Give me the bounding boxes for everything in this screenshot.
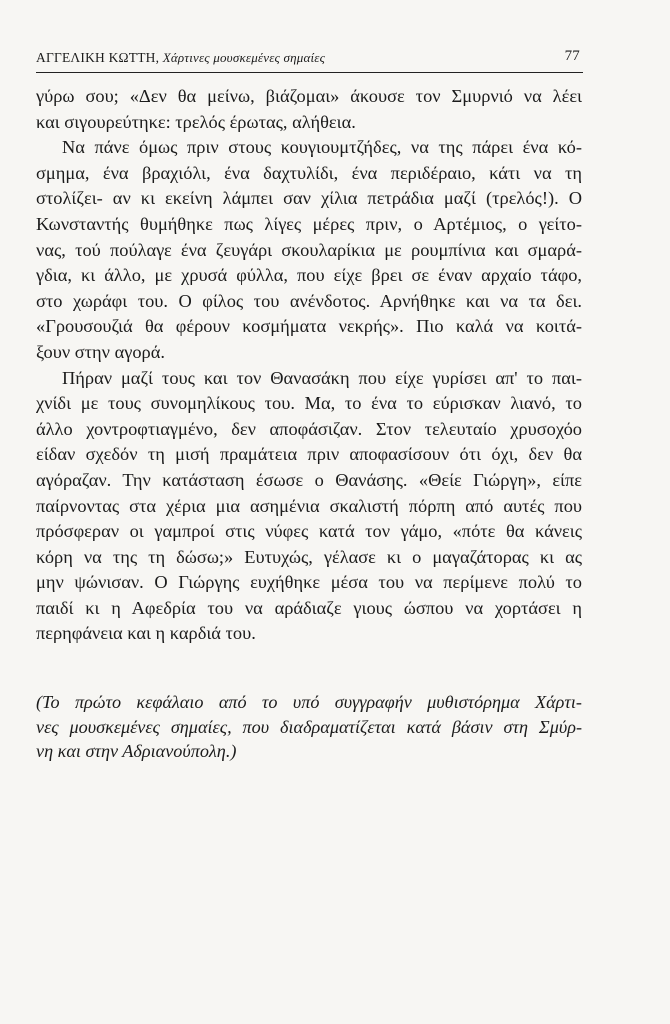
paragraph: [36, 135, 582, 365]
text-line: παιδί κι η Αφεδρία του να αράδιαζε γιους ώσπου να χορτάσει η: [36, 597, 582, 618]
text-line: στο χωράφι του. Ο φίλος του ανένδοτος. Αρνήθηκε και να τα δει.: [36, 290, 582, 311]
paragraph: [36, 366, 582, 648]
text-line: μην ψώνισαν. Ο Γιώργης ευχήθηκε μέσα του να περίμενε πολύ το: [36, 572, 582, 593]
note-line: (Το πρώτο κεφάλαιο από το υπό συγγραφήν μυθιστόρημα Χάρτι-: [36, 692, 582, 712]
note-line: νες μουσκεμένες σημαίες, που διαδραματίζεται κατά βάσιν στη Σμύρ-: [36, 716, 582, 737]
paragraph: [36, 84, 582, 135]
text-line: γύρω σου; «Δεν θα μείνω, βιάζομαι» άκουσε τον Σμυρνιό να λέει: [36, 86, 582, 106]
text-line: ξουν στην αγορά.: [36, 341, 165, 362]
text-line: περηφάνεια και η καρδιά του.: [36, 623, 256, 644]
text-line: Να πάνε όμως πριν στους κουγιουμτζήδες, να της πάρει ένα κό-: [62, 137, 582, 158]
text-line: Πήραν μαζί τους και τον Θανασάκη που είχε γυρίσει απ' το παι-: [62, 367, 582, 388]
header-author: ΑΓΓΕΛΙΚΗ ΚΩΤΤΗ,: [36, 50, 160, 65]
text-line: και σιγουρεύτηκε: τρελός έρωτας, αλήθεια.: [36, 111, 356, 132]
text-line: «Γρουσουζιά θα φέρουν κοσμήματα νεκρής». Πιο καλά να κοιτά-: [36, 316, 582, 337]
text-line: κόρη να της τη δώσω;» Ευτυχώς, γέλασε κι ο μαγαζάτορας κι ας: [36, 546, 582, 567]
header-rule: [36, 72, 583, 73]
text-line: Κωνσταντής θυμήθηκε πως λίγες μέρες πριν, ο Αρτέμιος, ο γείτο-: [36, 213, 582, 234]
text-line: νας, τού πούλαγε ένα ζευγάρι σκουλαρίκια με ρουμπίνια και σμαρά-: [36, 239, 582, 260]
page-number: 77: [564, 48, 580, 64]
text-line: άλλο χοντροφτιαγμένο, δεν αποφάσιζαν. Στον τελευταίο χρυσοχόο: [36, 418, 582, 439]
text-line: πρόσφεραν οι γαμπροί στις νύφες κατά τον γάμο, «πότε θα κάνεις: [36, 521, 582, 542]
body-text: [36, 84, 582, 647]
text-line: σμημα, ένα βραχιόλι, ένα δαχτυλίδι, ένα περιδέραιο, κάτι να τη: [36, 162, 582, 183]
text-line: χνίδι με τους συνομηλίκους του. Μα, το ένα το εύρισκαν λιανό, το: [36, 393, 582, 414]
text-line: παίρνοντας στα χέρια μια ασημένια σκαλιστή πόρπη από αυτές που: [36, 495, 582, 516]
running-header: [36, 46, 582, 70]
header-book-title: Χάρτινες μουσκεμένες σημαίες: [162, 50, 326, 65]
text-line: αγόραζαν. Την κατάσταση έσωσε ο Θανάσης. «Θείε Γιώργη», είπε: [36, 469, 582, 490]
text-line: στολίζει- αν κι εκείνη λάμπει σαν χίλια πετράδια μαζί (τρελός!). Ο: [36, 188, 582, 209]
text-line: γδια, κι άλλο, με χρυσά φύλλα, που είχε βρει σε έναν αρχαίο τάφο,: [36, 265, 582, 286]
text-line: είδαν σχεδόν τη μισή πραμάτεια πριν αποφασίσουν ότι όχι, δεν θα: [36, 444, 582, 465]
note-line: νη και στην Αδριανούπολη.): [36, 741, 237, 762]
author-note: [36, 690, 582, 764]
